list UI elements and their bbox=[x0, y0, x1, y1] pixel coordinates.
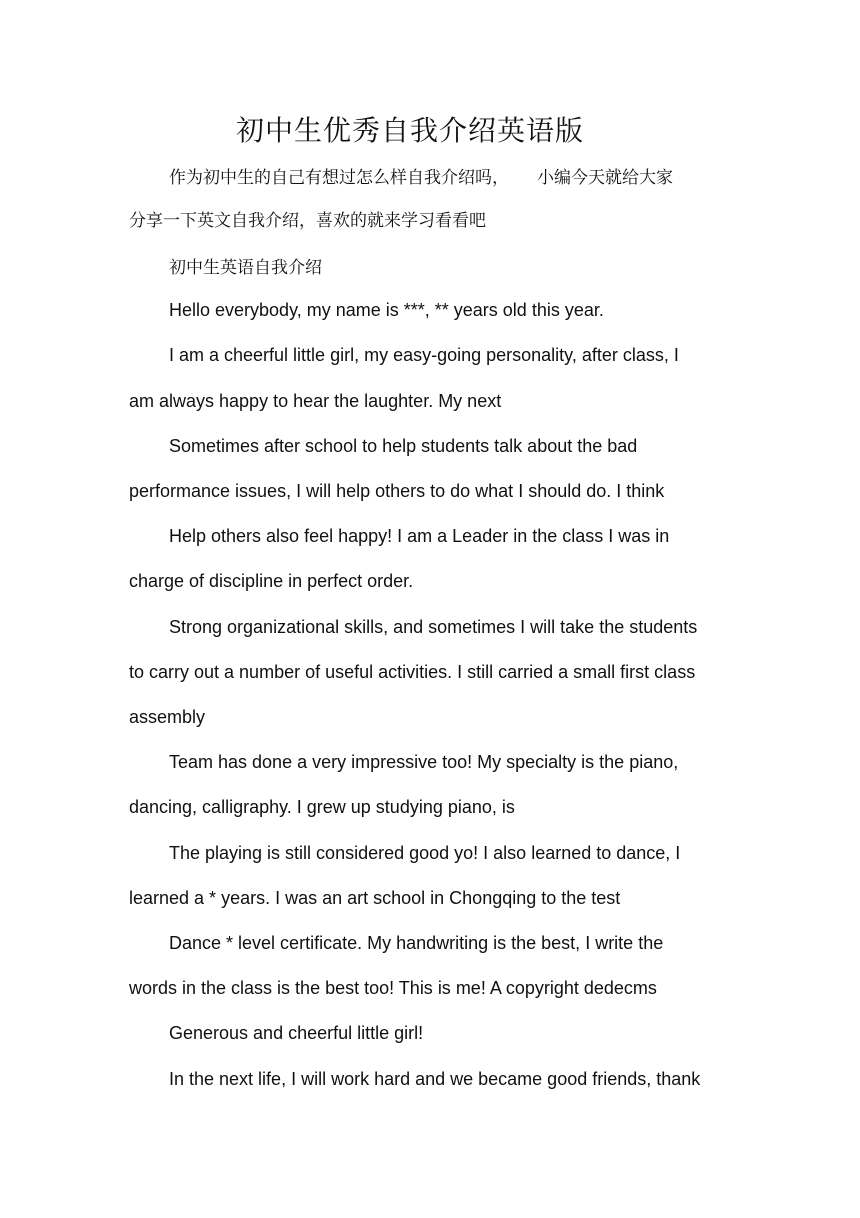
intro-paragraph-line-1 bbox=[169, 166, 729, 190]
intro-line-1-part-1: 作为初中生的自己有想过怎么样自我介绍吗， bbox=[169, 168, 509, 188]
body-line: Hello everybody, my name is ***, ** years old this year. bbox=[169, 300, 604, 320]
body-line: words in the class is the best too! This is me! A copyright dedecms bbox=[129, 978, 657, 998]
body-line: dancing, calligraphy. I grew up studying piano, is bbox=[129, 797, 515, 817]
body-line: Help others also feel happy! I am a Leader in the class I was in bbox=[169, 526, 670, 546]
body-line: Strong organizational skills, and sometimes I will take the students bbox=[169, 617, 698, 637]
document-title: 初中生优秀自我介绍英语版 bbox=[235, 114, 584, 147]
body-line: performance issues, I will help others to do what I should do. I think bbox=[129, 481, 665, 501]
body-line: The playing is still considered good yo! I also learned to dance, I bbox=[169, 843, 681, 863]
body-line: Team has done a very impressive too! My specialty is the piano, bbox=[169, 752, 679, 772]
body-line: to carry out a number of useful activities. I still carried a small first class bbox=[129, 662, 696, 682]
body-line: charge of discipline in perfect order. bbox=[129, 571, 414, 591]
body-line: Generous and cheerful little girl! bbox=[169, 1023, 424, 1043]
body-line: assembly bbox=[129, 707, 206, 727]
body-line: I am a cheerful little girl, my easy-going personality, after class, I bbox=[169, 345, 679, 365]
body-line: am always happy to hear the laughter. My next bbox=[129, 391, 502, 411]
section-subheading: 初中生英语自我介绍 bbox=[169, 258, 322, 278]
intro-line-1-part-2: 小编今天就给大家 bbox=[537, 168, 673, 188]
intro-paragraph-line-2: 分享一下英文自我介绍，喜欢的就来学习看看吧 bbox=[129, 211, 486, 231]
body-line: Dance * level certificate. My handwriting is the best, I write the bbox=[169, 933, 664, 953]
body-line: Sometimes after school to help students talk about the bad bbox=[169, 436, 638, 456]
body-line: learned a * years. I was an art school in Chongqing to the test bbox=[129, 888, 621, 908]
body-line: In the next life, I will work hard and we became good friends, thank bbox=[169, 1069, 701, 1089]
